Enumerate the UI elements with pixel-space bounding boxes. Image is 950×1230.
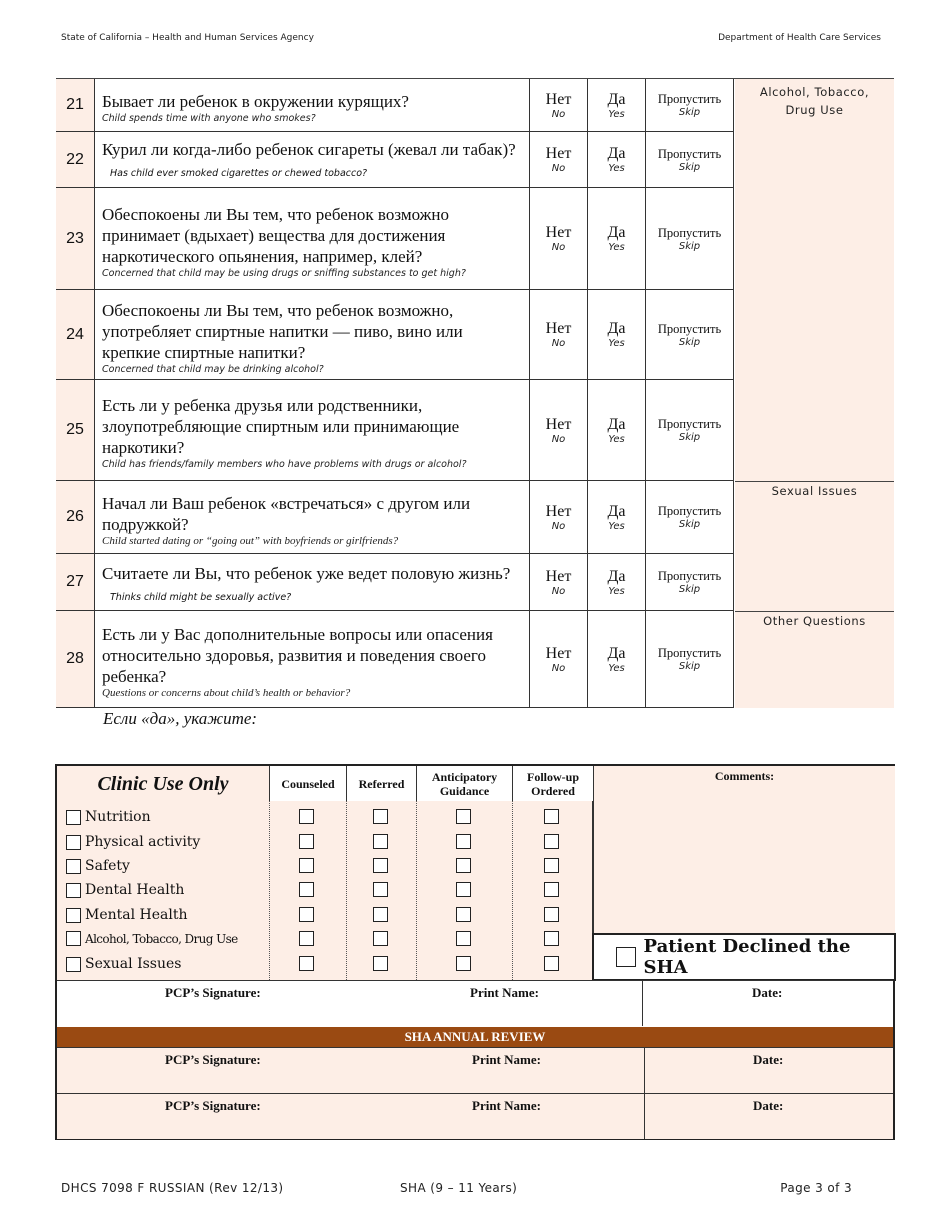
- question-text-en: Has child ever smoked cigarettes or chewed tobacco?: [110, 168, 368, 179]
- follow-up-ordered-checkbox[interactable]: [544, 907, 559, 922]
- question-text-en: Concerned that child may be using drugs or sniffing substances to get high?: [102, 267, 466, 279]
- date-label: Date:: [753, 1098, 784, 1113]
- yes-label-ru: Да: [607, 90, 626, 108]
- answer-yes-option[interactable]: [588, 554, 646, 610]
- question-text-ru: Обеспокоены ли Вы тем, что ребенок возможно, употребляет спиртные напитки — пиво, вино или крепкие спиртные напитки?: [102, 300, 463, 362]
- pcp-signature-label: PCP’s Signature:: [165, 1098, 261, 1113]
- follow-up-ordered-checkbox[interactable]: [544, 931, 559, 946]
- question-text: [94, 290, 530, 379]
- yes-label-en: Yes: [608, 433, 625, 445]
- skip-label-en: Skip: [678, 519, 701, 530]
- no-label-en: No: [551, 433, 566, 445]
- item-dental-health[interactable]: [66, 882, 184, 898]
- clinic-body: [57, 801, 593, 980]
- comments-label: Comments:: [714, 769, 775, 783]
- item-label: Sexual Issues: [85, 956, 182, 972]
- no-label-ru: Нет: [545, 224, 572, 241]
- section-label: Other Questions: [763, 614, 866, 628]
- referred-checkbox[interactable]: [373, 907, 388, 922]
- question-text-ru: Есть ли у Вас дополнительные вопросы или опасения относительно здоровья, развития и поведения своего ребенка?: [102, 625, 493, 686]
- answer-no-option[interactable]: [530, 132, 588, 187]
- question-number: 22: [56, 132, 94, 187]
- item-mental-health[interactable]: [66, 907, 188, 923]
- counseled-checkbox[interactable]: [299, 809, 314, 824]
- question-text-en: Child started dating or “going out” with boyfriends or girlfriends?: [102, 534, 399, 547]
- follow-up-ordered-checkbox[interactable]: [544, 809, 559, 824]
- answer-yes-option[interactable]: [588, 380, 646, 480]
- yes-label-en: Yes: [608, 662, 625, 674]
- header-agency: State of California – Health and Human Services Agency: [61, 33, 314, 43]
- item-label: Physical activity: [85, 834, 201, 850]
- answer-no-option[interactable]: [530, 611, 588, 707]
- items-column: [57, 801, 269, 980]
- answer-no-option[interactable]: [530, 380, 588, 480]
- question-text-ru-part: Курил ли когда-либо ребенок сигареты (жевал ли табак)?: [102, 140, 516, 159]
- yes-label-en: Yes: [608, 585, 625, 597]
- col-header-referred: Referred: [346, 766, 416, 801]
- question-text-ru: Бывает ли ребенок в окружении курящих?: [102, 92, 409, 111]
- date-label: Date:: [753, 1052, 784, 1067]
- comments-box[interactable]: [593, 766, 895, 936]
- anticipatory-guidance-checkbox[interactable]: [456, 931, 471, 946]
- no-label-ru: Нет: [545, 90, 572, 108]
- answer-no-option[interactable]: [530, 290, 588, 379]
- no-label-en: No: [551, 108, 566, 120]
- question-row-27: [56, 554, 734, 611]
- skip-label-ru: Пропустить: [657, 225, 722, 240]
- annual-review-row: [57, 1093, 893, 1139]
- skip-label-ru: Пропустить: [657, 569, 722, 583]
- anticipatory-guidance-checkbox[interactable]: [456, 809, 471, 824]
- skip-label-ru: Пропустить: [657, 646, 722, 660]
- no-label-en: No: [551, 662, 566, 674]
- checkbox[interactable]: [66, 835, 81, 850]
- clinic-use-only-table: [55, 764, 895, 1140]
- item-sexual-issues[interactable]: [66, 956, 181, 972]
- yes-label-en: Yes: [608, 520, 625, 532]
- section-label: Alcohol, Tobacco, Drug Use: [759, 85, 870, 117]
- follow-up-ordered-checkbox[interactable]: [544, 858, 559, 873]
- skip-label-en: Skip: [678, 240, 701, 252]
- skip-label-ru: Пропустить: [657, 146, 722, 161]
- question-text: [94, 380, 530, 480]
- anticipatory-guidance-checkbox[interactable]: [456, 858, 471, 873]
- no-label-ru: Нет: [545, 502, 572, 520]
- follow-up-ordered-checkbox[interactable]: [544, 956, 559, 971]
- question-row-28: [56, 611, 734, 708]
- answer-no-option[interactable]: [530, 188, 588, 289]
- question-row-24: [56, 290, 734, 380]
- section-alcohol-tobacco-drug: [735, 79, 894, 481]
- question-row-21: [56, 79, 734, 132]
- question-number: 24: [56, 290, 94, 379]
- footer-page-number: Page 3 of 3: [780, 1181, 852, 1195]
- skip-label-en: Skip: [678, 661, 701, 672]
- answer-skip-option[interactable]: [646, 132, 734, 187]
- question-number: 26: [56, 481, 94, 553]
- pcp-signature-label: PCP’s Signature:: [165, 985, 261, 1000]
- footer-form-number: DHCS 7098 F RUSSIAN (Rev 12/13): [61, 1181, 284, 1195]
- anticipatory-guidance-checkbox[interactable]: [456, 907, 471, 922]
- item-label: Safety: [85, 858, 130, 874]
- referred-checkbox[interactable]: [373, 931, 388, 946]
- no-label-en: No: [551, 338, 566, 349]
- question-row-25: [56, 380, 734, 481]
- question-text: [94, 132, 530, 187]
- yes-label-ru: Да: [607, 502, 626, 520]
- follow-up-ordered-checkbox[interactable]: [544, 834, 559, 849]
- no-label-en: No: [551, 520, 566, 532]
- question-number: 23: [56, 188, 94, 289]
- question-row-22: [56, 132, 734, 188]
- question-text: [94, 481, 530, 553]
- no-label-en: No: [551, 163, 566, 174]
- sha-annual-review-banner: SHA ANNUAL REVIEW: [57, 1027, 893, 1047]
- annual-review-row: [57, 1047, 893, 1093]
- referred-checkbox[interactable]: [373, 834, 388, 849]
- question-text-en: Child has friends/family members who have problems with drugs or alcohol?: [102, 459, 467, 470]
- question-text-ru: [102, 139, 523, 184]
- skip-label-en: Skip: [678, 336, 701, 348]
- question-text-en: Concerned that child may be drinking alcohol?: [102, 363, 324, 375]
- checkbox[interactable]: [66, 859, 81, 874]
- question-text-ru: Есть ли у ребенка друзья или родственники, злоупотребляющие спиртным или принимающие наркотики?: [102, 396, 460, 457]
- answer-skip-option[interactable]: [646, 380, 734, 480]
- header-department: Department of Health Care Services: [718, 33, 881, 43]
- skip-label-ru: Пропустить: [657, 92, 722, 106]
- yes-label-en: Yes: [608, 338, 625, 349]
- item-safety[interactable]: [66, 858, 130, 874]
- answer-no-option[interactable]: [530, 79, 588, 131]
- checkbox[interactable]: [66, 957, 81, 972]
- checkbox[interactable]: [66, 810, 81, 825]
- anticipatory-guidance-checkbox[interactable]: [456, 882, 471, 897]
- skip-label-en: Skip: [678, 584, 701, 595]
- yes-label-en: Yes: [608, 108, 625, 120]
- counseled-checkbox[interactable]: [299, 882, 314, 897]
- yes-label-ru: Да: [607, 567, 626, 585]
- declined-checkbox[interactable]: [616, 947, 636, 967]
- no-label-ru: Нет: [545, 415, 572, 433]
- referred-checkbox[interactable]: [373, 809, 388, 824]
- question-text: [94, 79, 530, 131]
- section-other-questions: [735, 611, 894, 708]
- answer-skip-option[interactable]: [646, 79, 734, 131]
- question-text-ru: Обеспокоены ли Вы тем, что ребенок возможно принимает (вдыхает) вещества для достижения наркотического опьянения, например, клей?: [102, 204, 449, 266]
- counseled-checkbox[interactable]: [299, 956, 314, 971]
- section-sexual-issues: [735, 481, 894, 611]
- item-physical-activity[interactable]: [66, 834, 200, 850]
- no-label-ru: Нет: [545, 567, 572, 585]
- question-text: [94, 188, 530, 289]
- question-text-en: Thinks child might be sexually active?: [110, 591, 292, 603]
- item-alcohol-tobacco-drug-use[interactable]: [66, 931, 238, 946]
- answer-yes-option[interactable]: [588, 481, 646, 553]
- checkbox[interactable]: [66, 931, 81, 946]
- question-number: 21: [56, 79, 94, 131]
- clinic-grid: [57, 766, 593, 980]
- counseled-checkbox[interactable]: [299, 931, 314, 946]
- no-label-ru: Нет: [545, 145, 572, 162]
- col-header-anticipatory-guidance: Anticipatory Guidance: [416, 766, 512, 801]
- skip-label-en: Skip: [678, 161, 701, 173]
- question-text: [94, 611, 530, 707]
- section-label: Sexual Issues: [771, 484, 858, 498]
- answer-skip-option[interactable]: [646, 290, 734, 379]
- question-text-ru: [102, 563, 523, 608]
- answer-yes-option[interactable]: [588, 188, 646, 289]
- item-label: Mental Health: [85, 907, 188, 923]
- counseled-checkbox[interactable]: [299, 907, 314, 922]
- skip-label-ru: Пропустить: [657, 321, 722, 336]
- yes-label-ru: Да: [607, 224, 626, 241]
- yes-label-ru: Да: [607, 145, 626, 162]
- clinic-header-row: [57, 766, 593, 801]
- divider: [642, 981, 643, 1026]
- counseled-checkbox[interactable]: [299, 834, 314, 849]
- answer-yes-option[interactable]: [588, 132, 646, 187]
- item-label: Alcohol, Tobacco, Drug Use: [85, 931, 238, 946]
- question-text: [94, 554, 530, 610]
- question-number: 27: [56, 554, 94, 610]
- signature-row: [57, 980, 893, 1026]
- answer-skip-option[interactable]: [646, 611, 734, 707]
- print-name-label: Print Name:: [472, 1052, 541, 1067]
- yes-label-en: Yes: [608, 163, 625, 174]
- anticipatory-guidance-checkbox[interactable]: [456, 956, 471, 971]
- answer-yes-option[interactable]: [588, 611, 646, 707]
- yes-label-ru: Да: [607, 644, 626, 662]
- checkbox[interactable]: [66, 908, 81, 923]
- declined-label: Patient Declined the SHA: [643, 936, 851, 978]
- answer-skip-option[interactable]: [646, 188, 734, 289]
- yes-label-en: Yes: [608, 242, 625, 253]
- divider: [644, 1094, 645, 1139]
- question-row-23: [56, 188, 734, 290]
- answer-yes-option[interactable]: [588, 290, 646, 379]
- divider: [644, 1048, 645, 1093]
- checkbox[interactable]: [66, 883, 81, 898]
- if-yes-specify-label: Если «да», укажите:: [103, 709, 258, 728]
- question-text-en: Child spends time with anyone who smokes?: [102, 113, 316, 124]
- answer-no-option[interactable]: [530, 554, 588, 610]
- patient-declined-sha[interactable]: [592, 933, 896, 981]
- question-row-26: [56, 481, 734, 554]
- print-name-label: Print Name:: [470, 985, 539, 1000]
- pcp-signature-label: PCP’s Signature:: [165, 1052, 261, 1067]
- item-label: Dental Health: [85, 882, 185, 898]
- anticipatory-guidance-checkbox[interactable]: [456, 834, 471, 849]
- footer-form-title: SHA (9 – 11 Years): [400, 1181, 518, 1195]
- no-label-ru: Нет: [545, 320, 572, 337]
- yes-label-ru: Да: [607, 415, 626, 433]
- question-number: 25: [56, 380, 94, 480]
- referred-checkbox[interactable]: [373, 956, 388, 971]
- answer-skip-option[interactable]: [646, 481, 734, 553]
- yes-label-ru: Да: [607, 320, 626, 337]
- skip-label-ru: Пропустить: [657, 504, 722, 518]
- date-label: Date:: [752, 985, 783, 1000]
- no-label-en: No: [551, 585, 566, 597]
- skip-label-ru: Пропустить: [657, 417, 722, 431]
- follow-up-ordered-checkbox[interactable]: [544, 882, 559, 897]
- clinic-use-only-title: Clinic Use Only: [57, 766, 269, 801]
- questions-table: [56, 78, 894, 708]
- referred-checkbox[interactable]: [373, 882, 388, 897]
- question-text-ru-part: Считаете ли Вы, что ребенок уже ведет половую жизнь?: [102, 563, 511, 583]
- item-nutrition[interactable]: [66, 809, 151, 825]
- no-label-en: No: [551, 242, 566, 253]
- answer-yes-option[interactable]: [588, 79, 646, 131]
- print-name-label: Print Name:: [472, 1098, 541, 1113]
- col-header-follow-up-ordered: Follow-up Ordered: [512, 766, 593, 801]
- question-text-en: Questions or concerns about child’s health or behavior?: [102, 687, 351, 699]
- question-text-ru: Начал ли Ваш ребенок «встречаться» с другом или подружкой?: [102, 493, 471, 534]
- no-label-ru: Нет: [545, 644, 572, 662]
- referred-checkbox[interactable]: [373, 858, 388, 873]
- skip-label-en: Skip: [678, 107, 701, 118]
- answer-skip-option[interactable]: [646, 554, 734, 610]
- col-header-counseled: Counseled: [269, 766, 346, 801]
- answer-no-option[interactable]: [530, 481, 588, 553]
- question-number: 28: [56, 611, 94, 707]
- skip-label-en: Skip: [678, 432, 701, 443]
- item-label: Nutrition: [85, 809, 151, 825]
- counseled-checkbox[interactable]: [299, 858, 314, 873]
